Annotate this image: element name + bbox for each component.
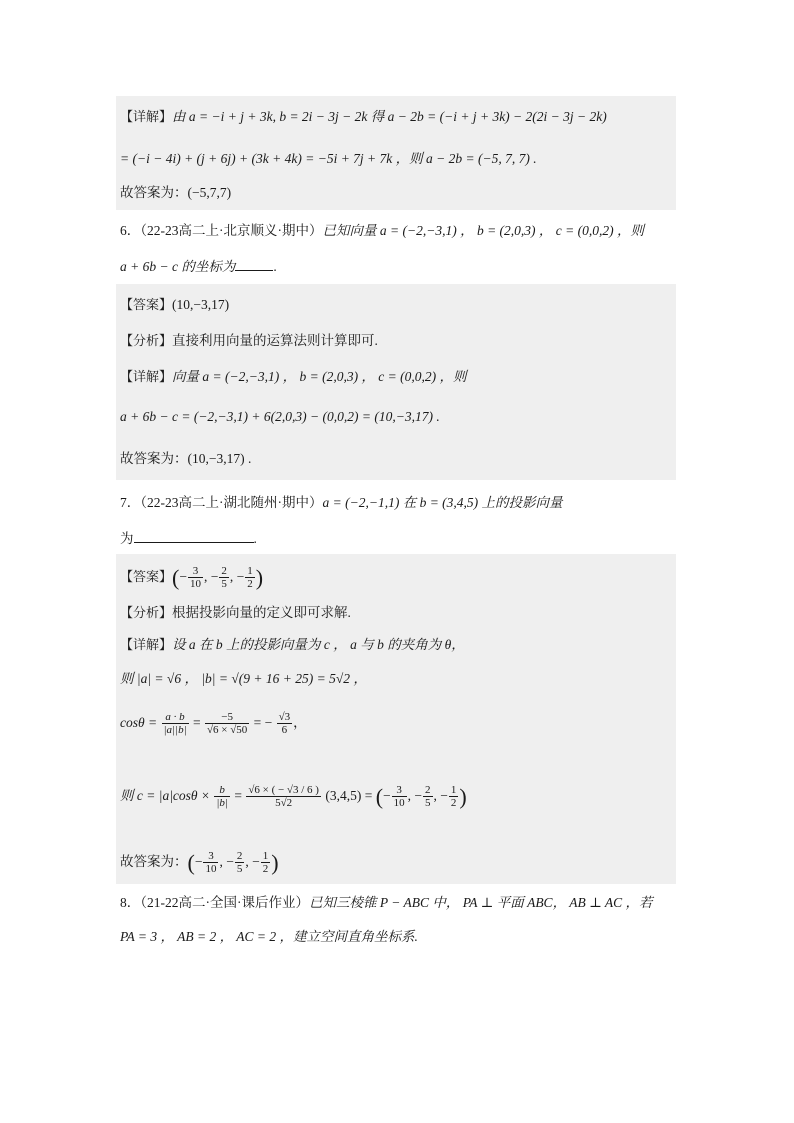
- q7-answer-frac1: $\frac{3}{10}$: [189, 565, 201, 591]
- q7-detail-text1: 设 a 在 b 上的投影向量为 c ， a 与 b 的夹角为 θ，: [172, 637, 465, 652]
- q7-final-sep2: , −: [245, 854, 260, 869]
- q6-source: （22-23高二上·北京顺义·期中）: [140, 223, 323, 238]
- q7-detail-line2: 则 |a| = √6 ， |b| = √(9 + 16 + 25) = 5√2 ，: [120, 671, 367, 686]
- q6-analysis-tag: 【分析】: [120, 334, 173, 349]
- q7-stem-line2: [120, 530, 257, 548]
- q6-detail-line1: [120, 368, 467, 387]
- q7-cos-frac1: $\frac{a \cdot b}{|a||b|}$: [163, 711, 187, 737]
- q6-answer-blank: [235, 258, 273, 271]
- q7-answer-sign1: −: [179, 569, 187, 584]
- q7-c-frac-unit: $\frac{b}{|b|}$: [216, 784, 228, 810]
- q7-stem-text1: a = (−2,−1,1) 在 b = (3,4,5) 上的投影向量: [322, 495, 563, 510]
- q7-c-frac2: $\frac{2}{5}$: [425, 784, 431, 810]
- q7-c-eq: =: [234, 788, 242, 803]
- q7-cos-lhs: cosθ =: [120, 715, 158, 730]
- q7-final-sep1: , −: [219, 854, 234, 869]
- q7-analysis-tag: 【分析】: [120, 606, 173, 621]
- q7-analysis: 根据投影向量的定义即可求解.: [172, 605, 351, 620]
- q7-c-lhs: 则 c = |a|cosθ ×: [120, 788, 211, 803]
- q6-number: 6．: [120, 223, 141, 238]
- q6-analysis: 直接利用向量的运算法则计算即可.: [172, 333, 378, 348]
- q7-stem-text2: 为: [120, 531, 134, 546]
- q7-answer-lparen: (: [172, 564, 180, 590]
- q6-stem-line2: [120, 258, 277, 276]
- q7-cos-end: ，: [293, 715, 307, 730]
- q6-answer: (10,−3,17): [172, 297, 230, 312]
- q7-source: （22-23高二上·湖北随州·期中）: [140, 495, 323, 510]
- q7-cos-eq2: = −: [253, 715, 273, 730]
- q7-detail-line1: [120, 636, 465, 655]
- q6-stem-period: .: [273, 259, 277, 274]
- q7-analysis-line: [120, 604, 351, 623]
- q5-detail-text1: 由 a = −i + j + 3k, b = 2i − 3j − 2k 得 a − 2b = (−i + j + 3k) − 2(2i − 3j − 2k): [172, 109, 607, 124]
- q7-final-frac2: $\frac{2}{5}$: [236, 850, 243, 876]
- q7-projection-line: [120, 772, 467, 821]
- q8-stem-text1: 已知三棱锥 P − ABC 中， PA ⊥ 平面 ABC， AB ⊥ AC ，若: [309, 895, 653, 910]
- q7-c-vec: (3,4,5) =: [325, 788, 373, 803]
- q8-number: 8．: [120, 895, 141, 910]
- q6-detail-tag: 【详解】: [120, 370, 173, 385]
- q6-stem-text2: a + 6b − c 的坐标为: [120, 259, 236, 274]
- q7-answer-sep2: , −: [229, 569, 245, 584]
- q7-answer-frac3: $\frac{1}{2}$: [247, 565, 253, 591]
- q7-cos-frac2: $\frac{-5}{√6 \times √50}$: [206, 711, 248, 737]
- q7-final-line: [120, 848, 279, 877]
- q6-analysis-line: [120, 332, 378, 351]
- q7-answer-tag: 【答案】: [120, 570, 173, 585]
- q7-final-frac3: $\frac{1}{2}$: [262, 850, 269, 876]
- q7-final-sign1: −: [194, 854, 203, 869]
- q7-final-frac1: $\frac{3}{10}$: [205, 850, 217, 876]
- q5-detail-line1: [120, 108, 607, 127]
- q6-stem-text1: 已知向量 a = (−2,−3,1) ， b = (2,0,3) ， c = (0,0,2) ，则: [322, 223, 645, 238]
- q8-source: （21-22高二·全国·课后作业）: [140, 895, 309, 910]
- q7-c-lparen: (: [375, 783, 384, 809]
- q7-c-sign1: −: [383, 788, 391, 803]
- q7-final-tag: 故答案为：: [120, 854, 188, 869]
- q6-answer-line: [120, 296, 229, 315]
- q7-answer-sep1: , −: [203, 569, 219, 584]
- q5-final-answer: 故答案为：(−5,7,7): [120, 185, 232, 200]
- q6-detail-text1: 向量 a = (−2,−3,1) ， b = (2,0,3) ， c = (0,0,2) ，则: [172, 369, 467, 384]
- q7-c-frac3: $\frac{1}{2}$: [450, 784, 457, 810]
- q6-stem-line1: [120, 222, 644, 240]
- q7-c-sep1: , −: [407, 788, 423, 803]
- q7-answer-line: [120, 564, 263, 591]
- q7-c-sep2: , −: [433, 788, 448, 803]
- q7-detail-tag: 【详解】: [120, 638, 173, 653]
- q8-stem-line2: PA = 3 ， AB = 2 ， AC = 2 ，建立空间直角坐标系.: [120, 929, 418, 944]
- q7-c-frac1: $\frac{3}{10}$: [393, 784, 405, 810]
- q5-detail-tag: 【详解】: [120, 110, 173, 125]
- q8-stem-line1: [120, 894, 653, 912]
- q7-answer-blank: [134, 530, 254, 543]
- q7-answer-frac2: $\frac{2}{5}$: [221, 565, 227, 591]
- q6-answer-tag: 【答案】: [120, 298, 173, 313]
- q7-final-rparen: ): [271, 849, 279, 875]
- q7-stem-period: .: [253, 531, 257, 546]
- q5-detail-line2: = (−i − 4i) + (j + 6j) + (3k + 4k) = −5i + 7j + 7k ，则 a − 2b = (−5, 7, 7) .: [120, 151, 537, 166]
- q7-stem-line1: [120, 494, 563, 512]
- q7-final-lparen: (: [187, 849, 195, 875]
- q6-final-answer: 故答案为：(10,−3,17) .: [120, 451, 252, 466]
- q7-c-rparen: ): [459, 783, 467, 809]
- q7-cos-frac3: $\frac{√3}{6}$: [278, 711, 291, 737]
- q7-c-frac-big: $\frac{√6 \times ( - √3 / 6 )}{5√2}$: [248, 784, 319, 810]
- q7-cos-eq1: =: [192, 715, 201, 730]
- q6-detail-line2: a + 6b − c = (−2,−3,1) + 6(2,0,3) − (0,0,2) = (10,−3,17) .: [120, 409, 440, 424]
- q7-cos-line: [120, 706, 307, 740]
- q7-number: 7．: [120, 495, 141, 510]
- q7-answer-rparen: ): [255, 564, 264, 590]
